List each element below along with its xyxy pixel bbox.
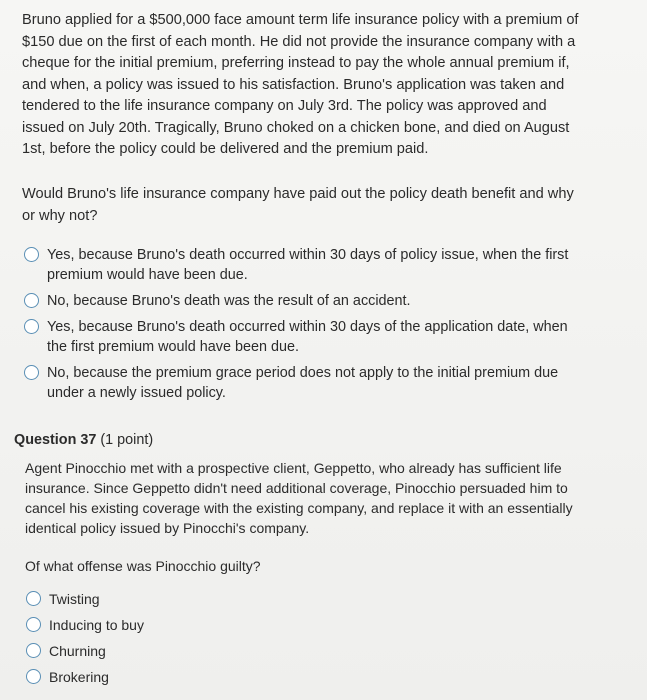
q37-option-twisting[interactable] xyxy=(26,589,586,609)
q37-option-brokering[interactable] xyxy=(26,667,586,687)
radio-button[interactable] xyxy=(24,293,39,308)
question-37-text: Agent Pinocchio met with a prospective client, Geppetto, who already has sufficient life insurance. Since Geppetto didn't need additional coverage, Pinocchio persuaded him to cancel his existing coverage with the existing company, and replace it with an essentially identical policy issued by Pinocchi's company. xyxy=(25,460,573,536)
option-label[interactable]: Inducing to buy xyxy=(49,617,144,633)
radio-button[interactable] xyxy=(24,365,39,380)
radio-button[interactable] xyxy=(26,591,41,606)
option-label[interactable]: Churning xyxy=(49,643,106,659)
question-36-scenario xyxy=(22,10,592,161)
q37-option-inducing[interactable] xyxy=(26,615,586,635)
radio-button[interactable] xyxy=(26,617,41,632)
question-36-prompt: Would Bruno's life insurance company have paid out the policy death benefit and why or why not? xyxy=(22,186,574,224)
option-label[interactable]: Yes, because Bruno's death occurred within 30 days of the application date, when the first premium would have been due. xyxy=(47,319,568,355)
option-label[interactable]: Yes, because Bruno's death occurred within 30 days of policy issue, when the first premium would have been due. xyxy=(47,247,569,283)
question-37-scenario xyxy=(25,458,585,538)
question-37-prompt: Of what offense was Pinocchio guilty? xyxy=(25,558,261,574)
option-label[interactable]: No, because the premium grace period does not apply to the initial premium due under a newly issued policy. xyxy=(47,365,559,401)
q36-option-b[interactable] xyxy=(24,291,584,311)
question-number: Question 37 xyxy=(14,432,97,448)
option-label[interactable]: Brokering xyxy=(49,669,109,685)
q37-option-churning[interactable] xyxy=(26,641,586,661)
q36-option-d[interactable] xyxy=(24,363,584,403)
radio-button[interactable] xyxy=(26,669,41,684)
option-label[interactable]: No, because Bruno's death was the result of an accident. xyxy=(47,293,411,309)
question-36-options xyxy=(24,245,584,409)
question-37-heading xyxy=(14,430,153,450)
q36-option-a[interactable] xyxy=(24,245,584,285)
radio-button[interactable] xyxy=(24,319,39,334)
radio-button[interactable] xyxy=(24,247,39,262)
question-37-prompt-block xyxy=(25,556,605,576)
question-36-prompt-block xyxy=(22,184,582,227)
question-37-options xyxy=(26,589,586,693)
question-points: (1 point) xyxy=(100,432,154,448)
radio-button[interactable] xyxy=(26,643,41,658)
option-label[interactable]: Twisting xyxy=(49,591,100,607)
q36-option-c[interactable] xyxy=(24,317,584,357)
question-36-text: Bruno applied for a $500,000 face amount term life insurance policy with a premium of $150 due on the first of each month. He did not provide the insurance company with a cheque for the initial premium, preferring instead to pay the whole annual premium if, and when, a policy was issued to his satisfaction. Bruno's application was taken and tendered to the life insurance company on July 3rd. The policy was approved and issued on July 20th. Tragically, Bruno choked on a chicken bone, and died on August 1st, before the policy could be delivered and the premium paid. xyxy=(22,12,579,157)
